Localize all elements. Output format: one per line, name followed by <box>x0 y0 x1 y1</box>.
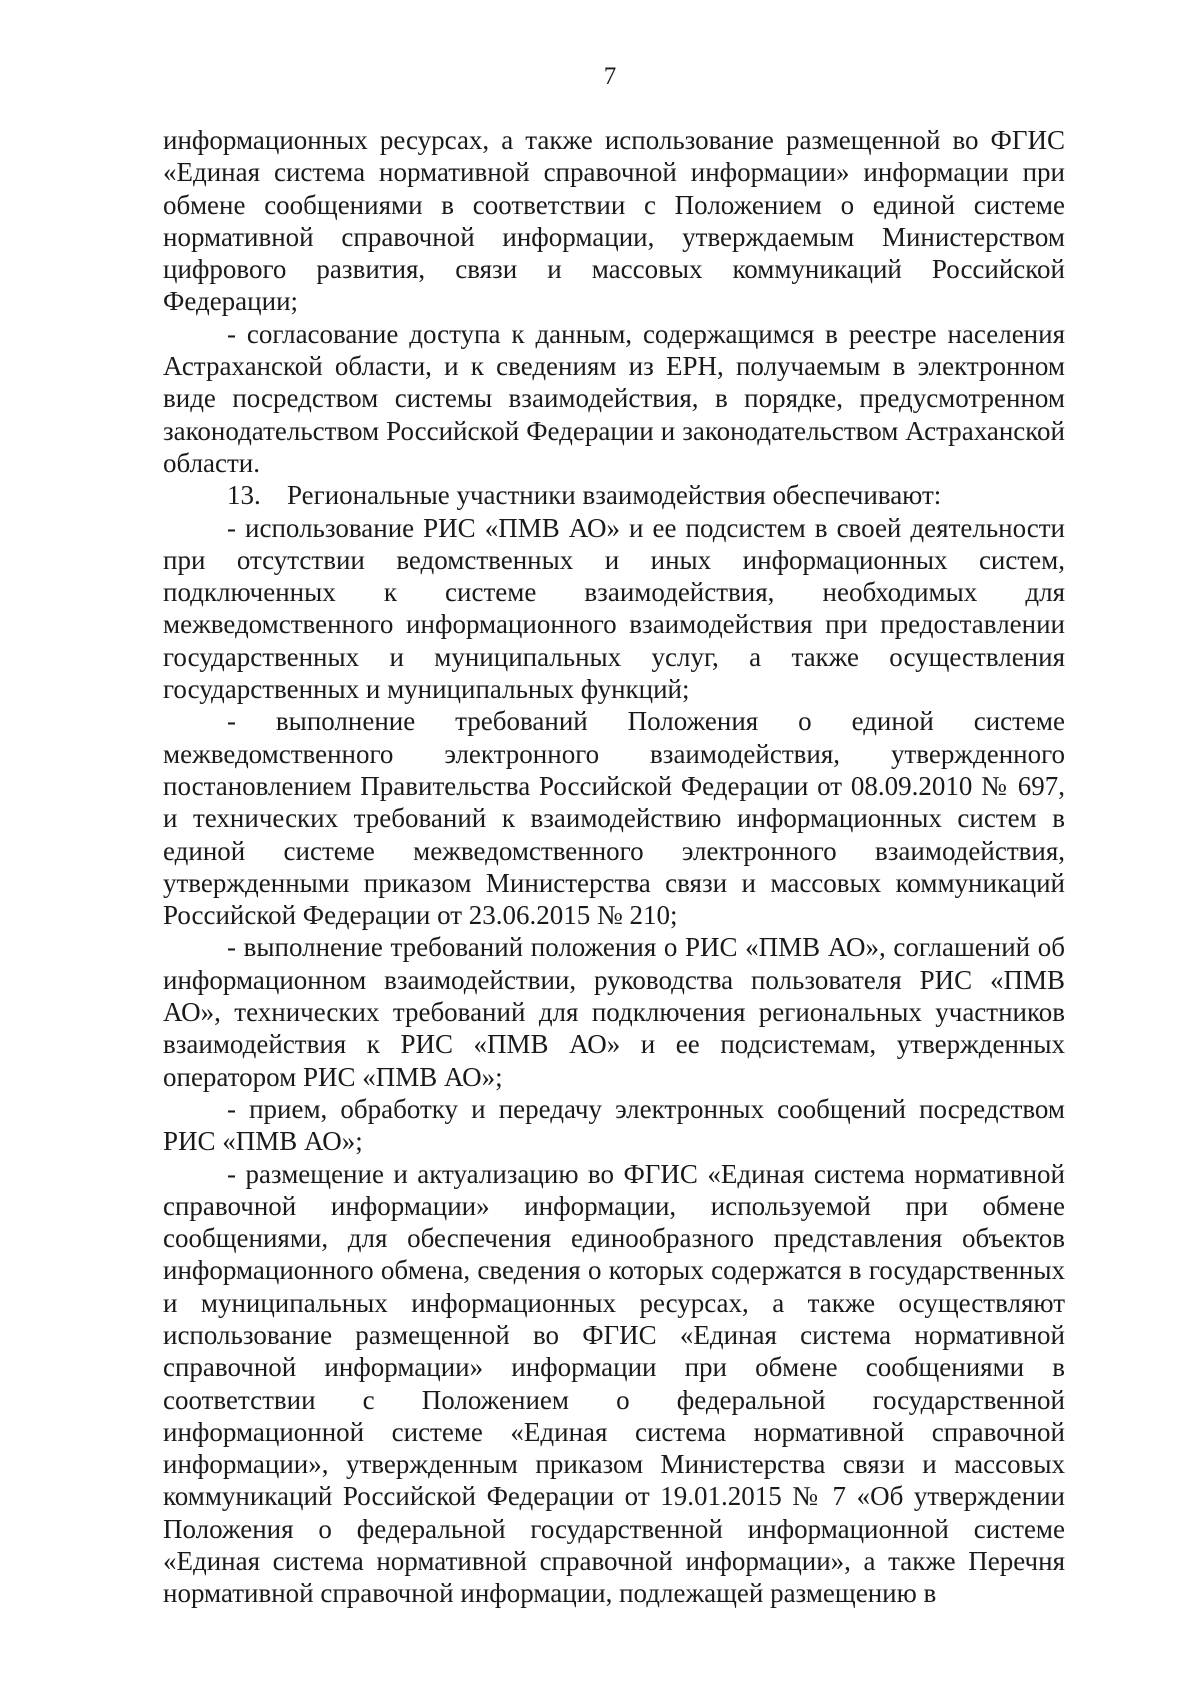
paragraph-text: - использование РИС «ПМВ АО» и ее подсистем в своей деятельности при отсутствии ведомственных и иных информационных систем, подключенных к системе взаимодействия, необходимых для межведомственного информационного взаимодействия при предоставлении государственных и муниципальных услуг, а также осуществления государственных и муниципальных функций; <box>163 512 1065 705</box>
paragraph-text: Региональные участники взаимодействия обеспечивают: <box>287 480 942 511</box>
paragraph-2 <box>163 318 1065 479</box>
paragraph-4 <box>163 512 1065 706</box>
page-number: 7 <box>603 63 617 90</box>
paragraph-text: - согласование доступа к данным, содержащимся в реестре населения Астраханской области, и к сведениям из ЕРН, получаемым в электронном виде посредством системы взаимодействия, в порядке, предусмотренном законодательством Российской Федерации и законодательством Астраханской области. <box>163 318 1065 478</box>
paragraph-text: - размещение и актуализацию во ФГИС «Единая система нормативной справочной информации» информации, используемой при обмене сообщениями, для обеспечения единообразного представления объектов информационного обмена, сведения о которых содержатся в государственных и муниципальных информационных ресурсах, а также осуществляют использование размещенной во ФГИС «Единая система нормативной справочной информации» информации при обмене сообщениями в соответствии с Положением о федеральной государственной информационной системе «Единая система нормативной справочной информации», утвержденным приказом Министерства связи и массовых коммуникаций Российской Федерации от 19.01.2015 № 7 «Об утверждении Положения о федеральной государственной информационной системе «Единая система нормативной справочной информации», а также Перечня нормативной справочной информации, подлежащей размещению в <box>163 1158 1065 1609</box>
document-body <box>163 124 1065 1610</box>
paragraph-text: - прием, обработку и передачу электронных сообщений посредством РИС «ПМВ АО»; <box>163 1093 1065 1157</box>
paragraph-8 <box>163 1158 1065 1610</box>
point-number: 13. <box>227 480 261 511</box>
paragraph-text: информационных ресурсах, а также использование размещенной во ФГИС «Единая система нормативной справочной информации» информации при обмене сообщениями в соответствии с Положением о единой системе нормативной справочной информации, утверждаемым Министерством цифрового развития, связи и массовых коммуникаций Российской Федерации; <box>163 125 1065 317</box>
paragraph-text: - выполнение требований Положения о единой системе межведомственного электронного взаимодействия, утвержденного постановлением Правительства Российской Федерации от 08.09.2010 № 697, и технических требований к взаимодействию информационных систем в единой системе межведомственного электронного взаимодействия, утвержденными приказом Министерства связи и массовых коммуникаций Российской Федерации от 23.06.2015 № 210; <box>163 706 1065 931</box>
paragraph-7 <box>163 1093 1065 1158</box>
paragraph-text: - выполнение требований положения о РИС «ПМВ АО», соглашений об информационном взаимодействии, руководства пользователя РИС «ПМВ АО», технических требований для подключения региональных участников взаимодействия к РИС «ПМВ АО» и ее подсистемам, утвержденных оператором РИС «ПМВ АО»; <box>163 932 1065 1092</box>
paragraph-6 <box>163 931 1065 1092</box>
paragraph-1 <box>163 124 1065 318</box>
paragraph-point-13 <box>163 479 1065 511</box>
paragraph-5 <box>163 705 1065 931</box>
